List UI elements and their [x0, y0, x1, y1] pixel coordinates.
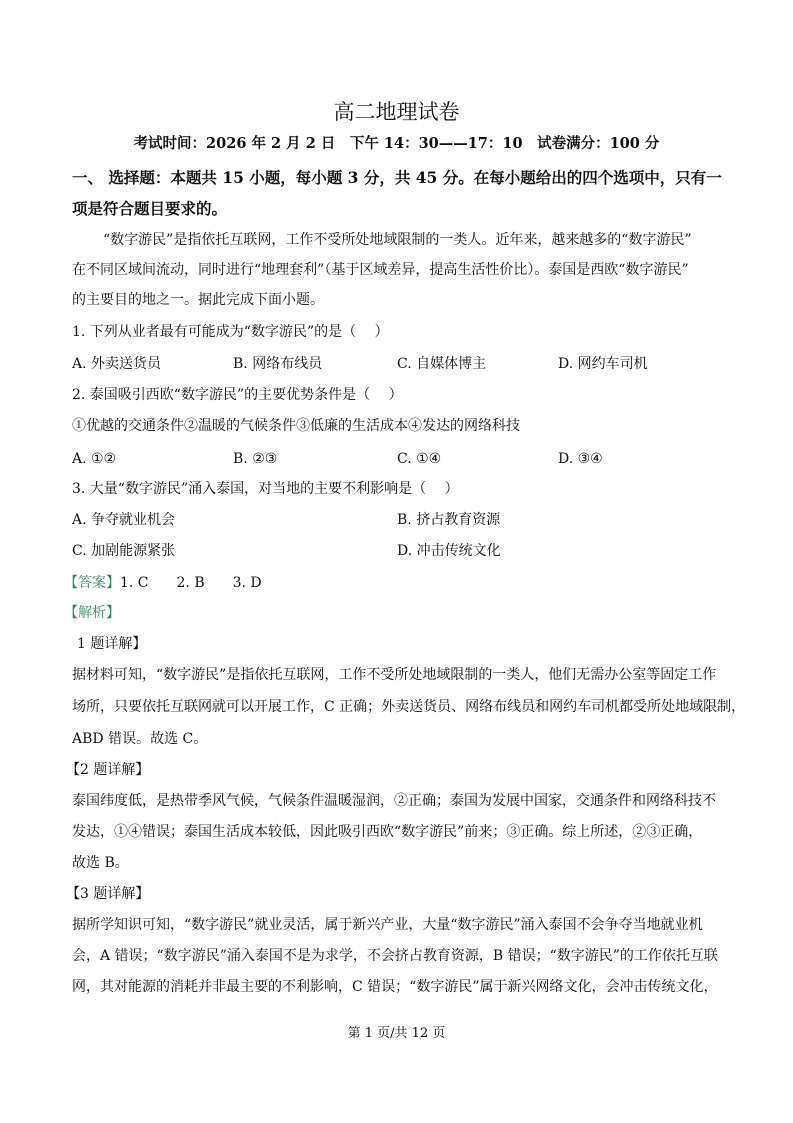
q2-option-b: B. ②③ [233, 451, 278, 467]
detail-2-heading: 【2 题详解】 [66, 762, 150, 778]
q2-option-a: A. ①② [72, 451, 117, 467]
answer-tag: 【答案】 [64, 575, 120, 591]
detail-3-heading: 【3 题详解】 [66, 886, 150, 902]
analysis-tag: 【解析】 [64, 605, 120, 621]
passage-line-1: “数字游民”是指依托互联网，工作不受所处地域限制的一类人。近年来，越来越多的“数字游民” [103, 232, 692, 248]
detail-2-line-1: 泰国纬度低，是热带季风气候，气候条件温暖湿润，②正确；泰国为发展中国家，交通条件和网络科技不 [72, 793, 716, 809]
q1-option-a: A. 外卖送货员 [72, 356, 162, 372]
page-title: 高二地理试卷 [333, 100, 460, 124]
q3-option-d: D. 冲击传统文化 [397, 543, 501, 559]
question-2-conditions: ①优越的交通条件②温暖的气候条件③低廉的生活成本④发达的网络科技 [72, 418, 520, 434]
question-1-stem: 1. 下列从业者最有可能成为“数字游民”的是（ ） [72, 324, 389, 340]
q1-option-c: C. 自媒体博主 [397, 356, 487, 372]
passage-line-3: 的主要目的地之一。据此完成下面小题。 [72, 292, 324, 308]
detail-1-line-1: 据材料可知，“数字游民”是指依托互联网，工作不受所处地域限制的一类人，他们无需办公室等固定工作 [72, 667, 717, 683]
detail-3-line-2: 会，A 错误；“数字游民”涌入泰国不是为求学，不会挤占教育资源，B 错误；“数字游民”的工作依托互联 [72, 948, 718, 964]
detail-2-line-3: 故选 B。 [72, 855, 129, 871]
question-3-stem: 3. 大量“数字游民”涌入泰国，对当地的主要不利影响是（ ） [72, 481, 459, 497]
detail-3-line-3: 网，其对能源的消耗并非最主要的不利影响，C 错误；“数字游民”属于新兴网络文化，会冲击传统文化， [72, 979, 718, 995]
detail-2-line-2: 发达，①④错误；泰国生活成本较低，因此吸引西欧“数字游民”前来；③正确。综上所述，②③正确， [72, 824, 703, 840]
exam-info: 考试时间：2026 年 2 月 2 日 下午 14：30——17：10 试卷满分：100 分 [133, 135, 660, 152]
passage-line-2: 在不同区域间流动，同时进行“地理套利”（基于区域差异，提高生活性价比）。泰国是西欧“数字游民” [72, 262, 689, 278]
q3-option-a: A. 争夺就业机会 [72, 512, 176, 528]
q3-option-c: C. 加剧能源紧张 [72, 543, 176, 559]
q2-option-d: D. ③④ [558, 451, 603, 467]
q2-option-c: C. ①④ [397, 451, 442, 467]
detail-1-heading: 1 题详解】 [77, 636, 147, 652]
section-heading-line-1: 一、 选择题：本题共 15 小题，每小题 3 分，共 45 分。在每小题给出的四个选项中，只有一 [72, 168, 722, 187]
section-heading-line-2: 项是符合题目要求的。 [72, 199, 228, 218]
answer-text: 1. C 2. B 3. D [120, 575, 262, 591]
detail-3-line-1: 据所学知识可知，“数字游民”就业灵活，属于新兴产业，大量“数字游民”涌入泰国不会争夺当地就业机 [72, 917, 703, 933]
q1-option-d: D. 网约车司机 [558, 356, 648, 372]
detail-1-line-2: 场所，只要依托互联网就可以开展工作，C 正确；外卖送货员、网络布线员和网约车司机都受所处地域限制， [72, 699, 746, 715]
answer-line [64, 573, 262, 593]
question-2-stem: 2. 泰国吸引西欧“数字游民”的主要优势条件是（ ） [72, 387, 403, 403]
detail-1-line-3: ABD 错误。故选 C。 [72, 731, 208, 747]
q1-option-b: B. 网络布线员 [233, 356, 323, 372]
q3-option-b: B. 挤占教育资源 [397, 512, 501, 528]
page-footer: 第 1 页/共 12 页 [347, 1026, 446, 1041]
